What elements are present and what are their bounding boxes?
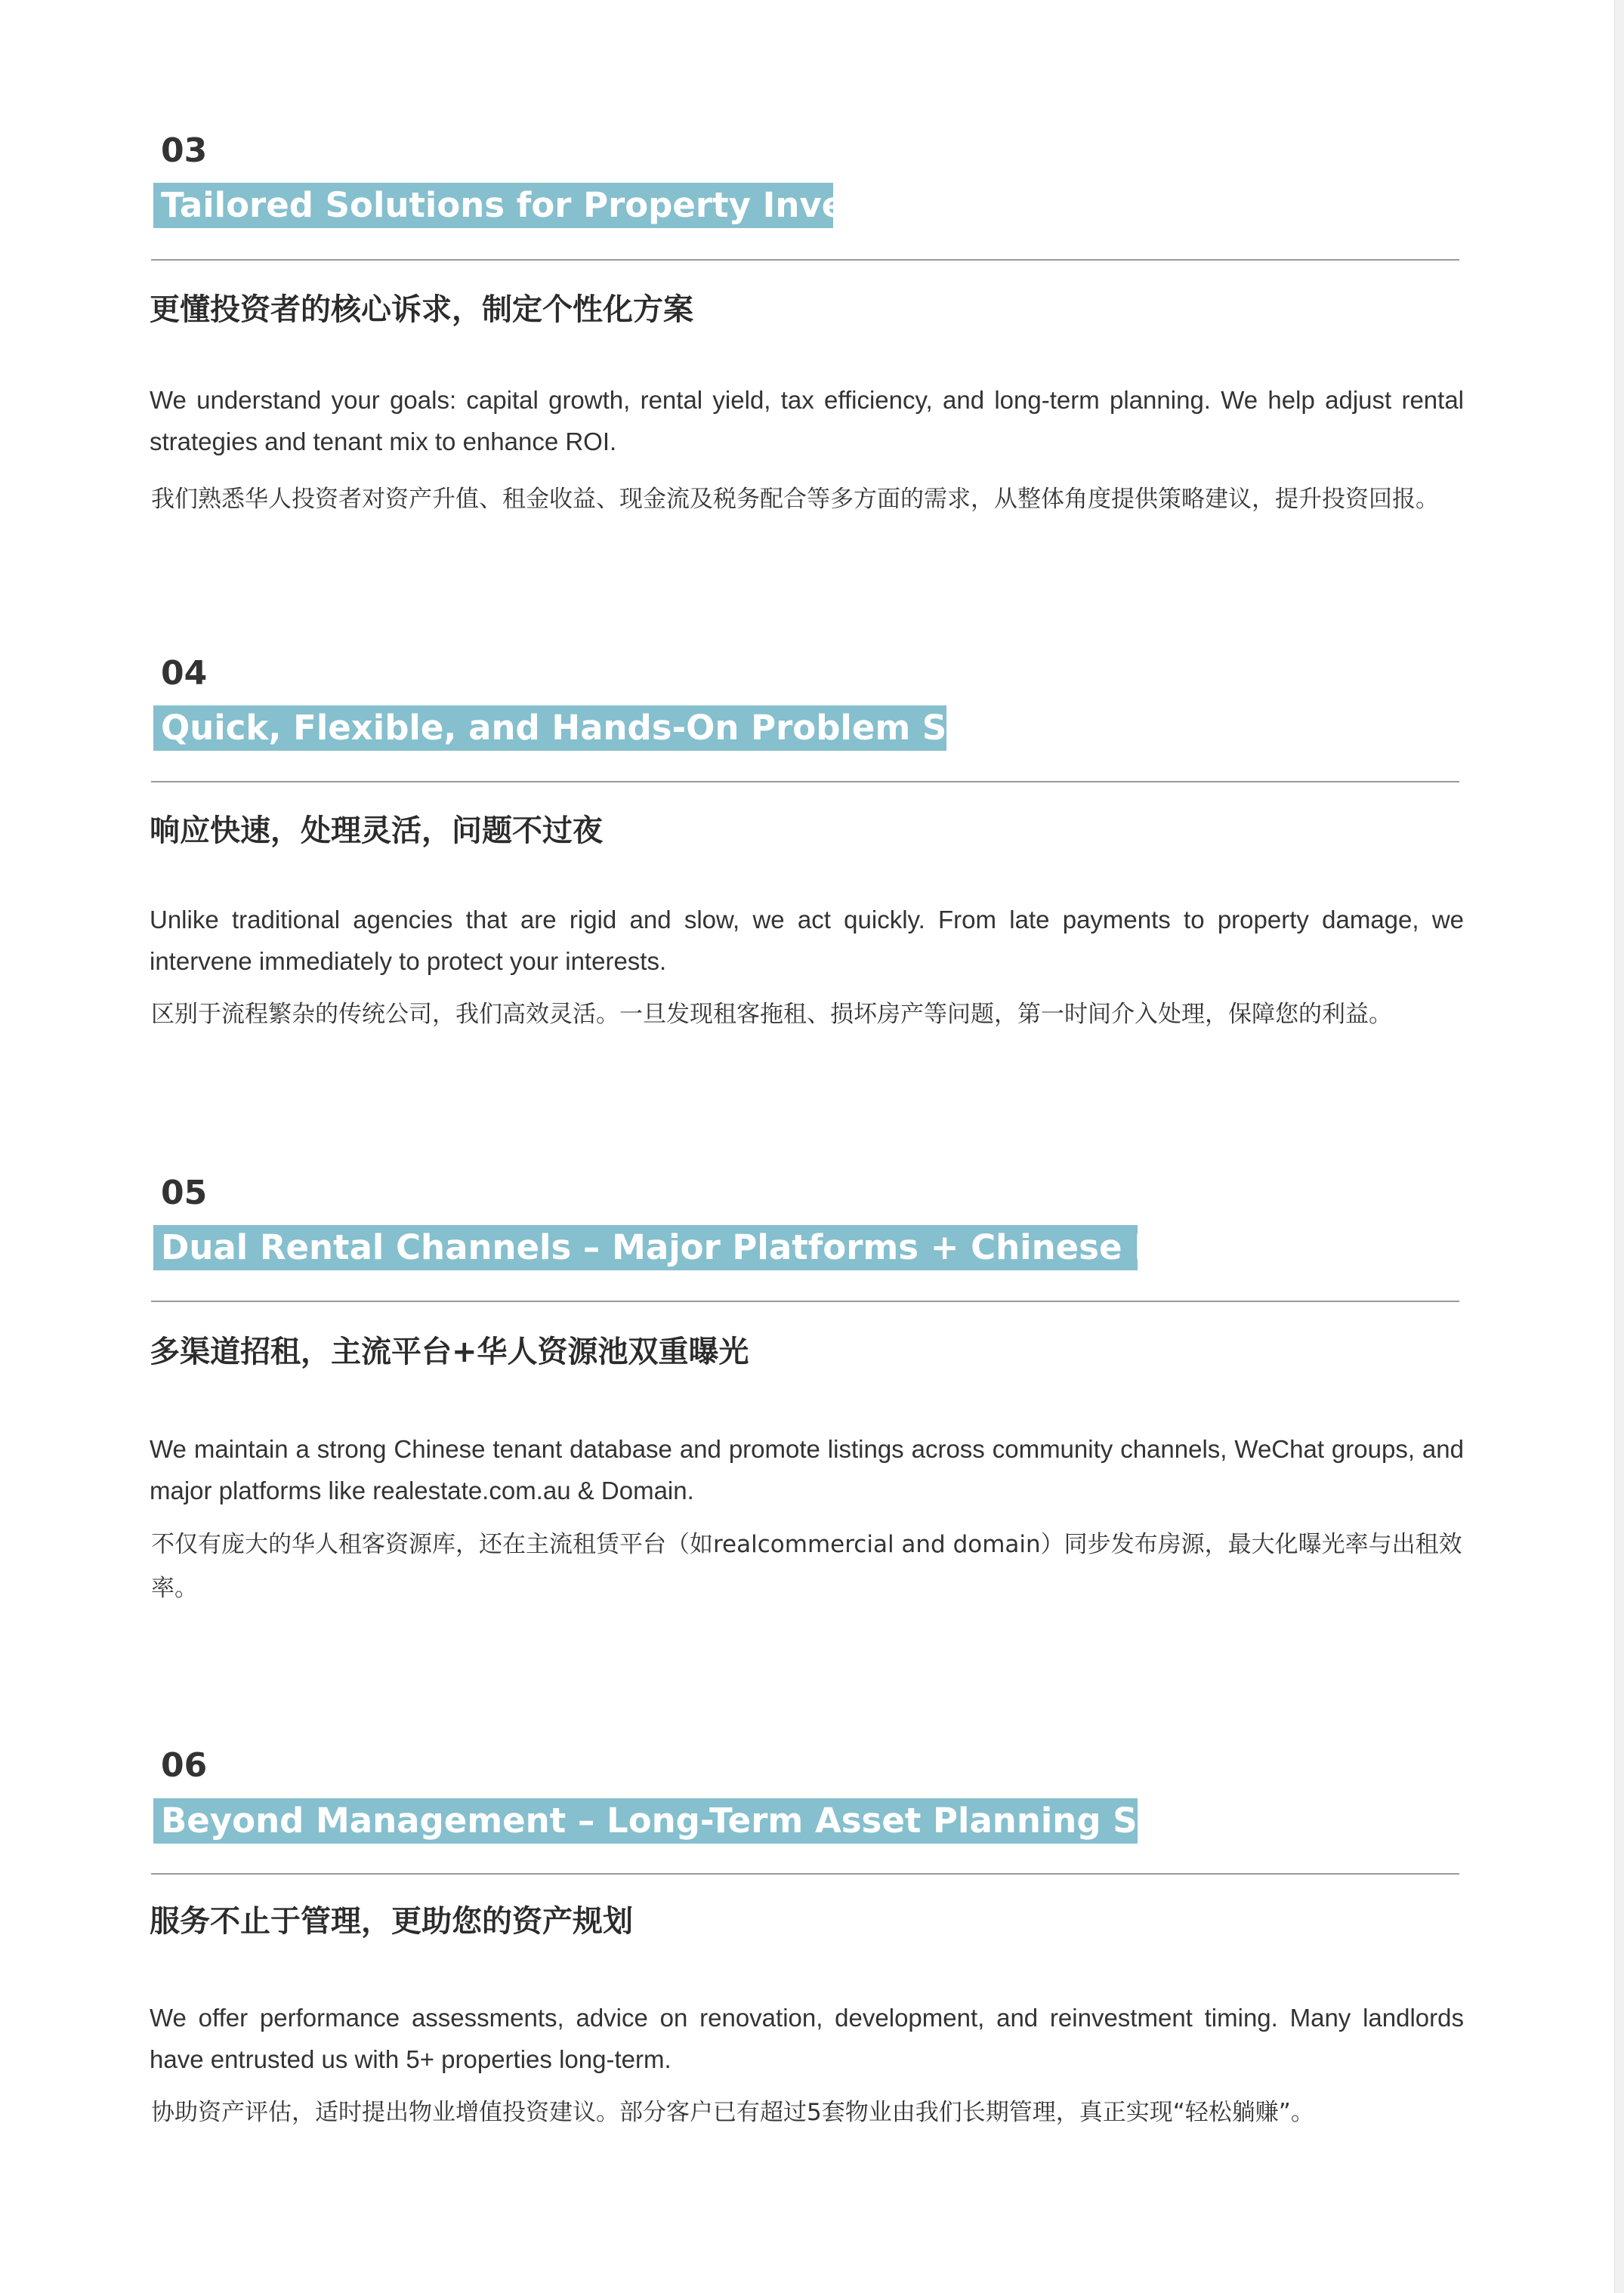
section-number: 04 [161,654,208,693]
section-english-text: We understand your goals: capital growth, rental yield, tax efficiency, and long-term planning. We help adjust rental strategies and tenant mix to enhance ROI. [150,386,1464,455]
section-title-banner: Beyond Management – Long-Term Asset Planning Support [153,1798,1138,1844]
divider [151,1873,1459,1875]
divider [151,781,1459,782]
section-chinese-text: 我们熟悉华人投资者对资产升值、租金收益、现金流及税务配合等多方面的需求，从整体角度提供策略建议，提升投资回报。 [151,486,1439,513]
section-number: 03 [161,131,208,170]
section-number: 06 [161,1746,208,1785]
section-title-banner: Quick, Flexible, and Hands-On Problem Solving [153,705,946,751]
page-edge [1614,0,1624,2293]
section-chinese-text: 协助资产评估，适时提出物业增值投资建议。部分客户已有超过5套物业由我们长期管理，真正实现“轻松躺赚”。 [151,2099,1314,2126]
section-title-banner: Tailored Solutions for Property Investors [153,183,833,228]
section-chinese-text: 区别于流程繁杂的传统公司，我们高效灵活。一旦发现租客拖租、损坏房产等问题，第一时间介入处理，保障您的利益。 [151,1001,1392,1028]
section-subheading: 多渠道招租，主流平台+华人资源池双重曝光 [150,1335,749,1369]
section-chinese-text: 不仅有庞大的华人租客资源库，还在主流租赁平台（如realcommercial and domain）同步发布房源，最大化曝光率与出租效率。 [151,1531,1462,1602]
divider [151,1301,1459,1302]
section-subheading: 响应快速，处理灵活，问题不过夜 [150,813,603,848]
section-english-text: We offer performance assessments, advice on renovation, development, and reinvestment timing. Many landlords have entrusted us with 5+ properties long-term. [150,2004,1464,2073]
section-subheading: 服务不止于管理，更助您的资产规划 [150,1904,633,1939]
divider [151,259,1459,261]
section-number: 05 [161,1174,208,1212]
section-title-banner: Dual Rental Channels – Major Platforms + Chinese Network [153,1225,1138,1270]
section-subheading: 更懂投资者的核心诉求，制定个性化方案 [150,292,693,327]
section-english-text: We maintain a strong Chinese tenant database and promote listings across community channels, WeChat groups, and major platforms like realestate.com.au & Domain. [150,1435,1464,1504]
section-english-text: Unlike traditional agencies that are rigid and slow, we act quickly. From late payments to property damage, we intervene immediately to protect your interests. [150,906,1464,975]
